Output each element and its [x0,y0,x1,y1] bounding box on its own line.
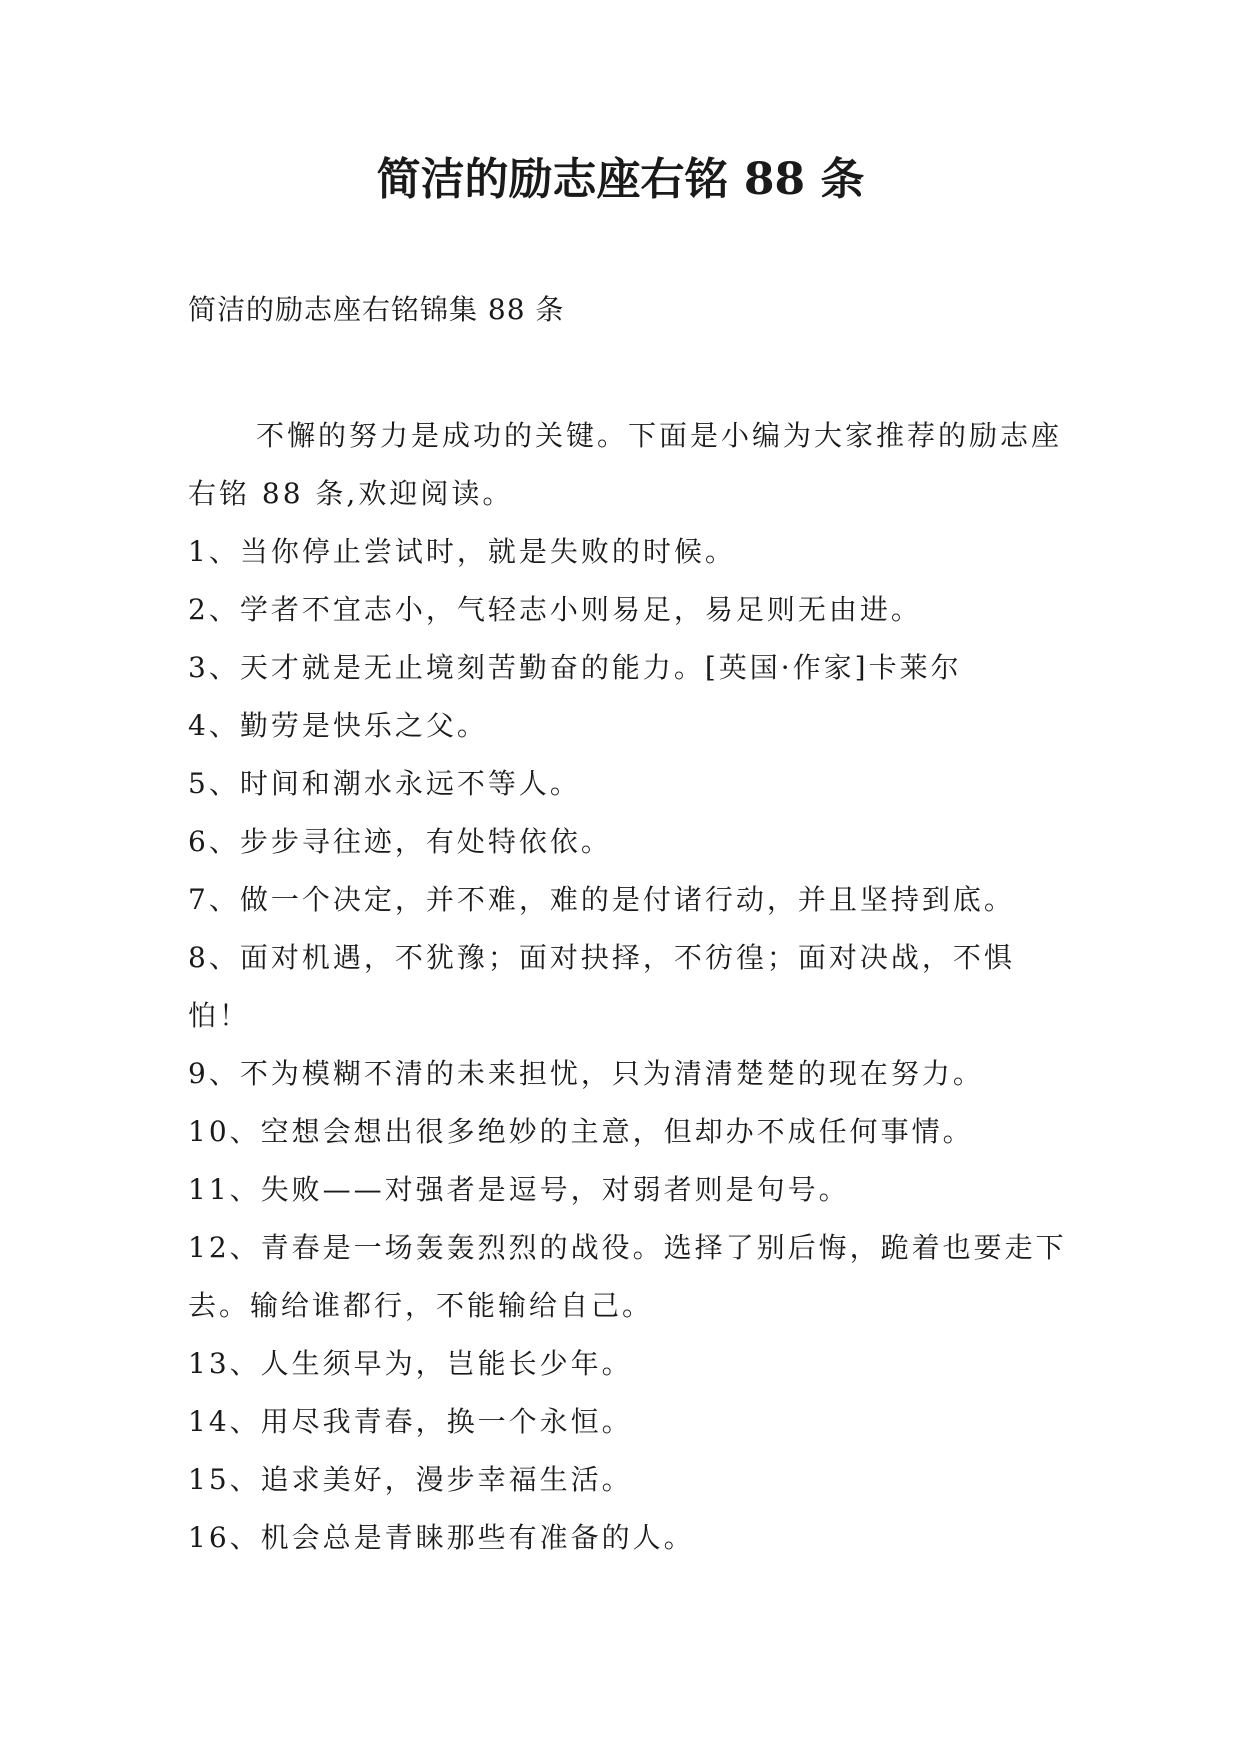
list-item: 15、追求美好，漫步幸福生活。 [188,1463,633,1496]
list-item: 1、当你停止尝试时，就是失败的时候。 [188,535,736,568]
list-item: 16、机会总是青睐那些有准备的人。 [188,1521,695,1554]
page-title: 简洁的励志座右铭 88 条 [376,154,865,205]
list-item: 9、不为模糊不清的未来担忧，只为清清楚楚的现在努力。 [188,1057,984,1090]
list-item: 3、天才就是无止境刻苦勤奋的能力。[英国·作家]卡莱尔 [188,651,962,684]
list-item: 2、学者不宜志小，气轻志小则易足，易足则无由进。 [188,593,922,626]
list-item: 7、做一个决定，并不难，难的是付诸行动，并且坚持到底。 [188,883,1015,916]
list-item: 4、勤劳是快乐之父。 [188,709,488,742]
list-item: 11、失败——对强者是逗号，对弱者则是句号。 [188,1173,850,1206]
list-item: 5、时间和潮水永远不等人。 [188,767,581,800]
list-item: 8、面对机遇，不犹豫；面对抉择，不彷徨；面对决战，不惧怕！ [188,941,1015,1032]
list-item: 6、步步寻往迹，有处特依依。 [188,825,612,858]
document-body [188,407,1068,1567]
list-item: 10、空想会想出很多绝妙的主意，但却办不成任何事情。 [188,1115,974,1148]
list-item: 14、用尽我青春，换一个永恒。 [188,1405,633,1438]
list-item: 13、人生须早为，岂能长少年。 [188,1347,633,1380]
page-subtitle: 简洁的励志座右铭锦集 88 条 [188,293,565,326]
list-item: 12、青春是一场轰轰烈烈的战役。选择了别后悔，跪着也要走下去。输给谁都行，不能输给自己。 [188,1231,1067,1322]
intro-paragraph: 不懈的努力是成功的关键。下面是小编为大家推荐的励志座右铭 88 条,欢迎阅读。 [188,419,1063,510]
